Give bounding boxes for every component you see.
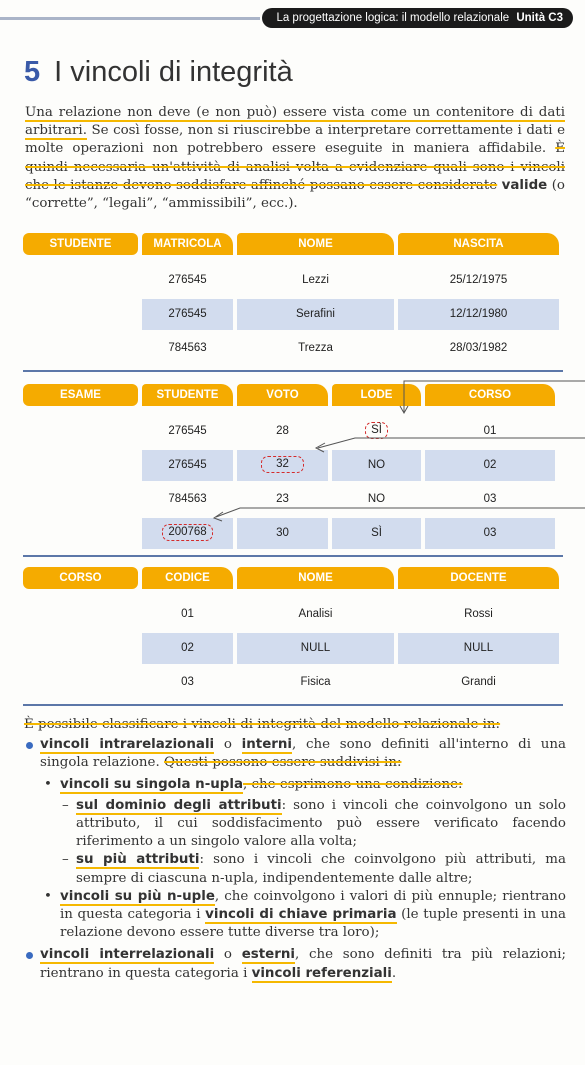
term-intrarelazionali: vincoli intrarelazionali [40,737,215,753]
inter-text: , che sono definiti tra più relazioni; rientrano in questa categoria i [40,947,566,981]
table-name: ESAME [23,384,138,406]
table-cell: 276545 [168,425,207,437]
table-cell: 276545 [142,299,233,330]
list-item-interrelazionali [24,946,566,982]
table-cell: 28 [276,425,289,437]
piu-nuple-text: , che coinvolgono i valori di più ennuple; rientrano in questa categoria i [60,888,566,923]
table-cell: 03 [181,676,194,688]
table-cell: 12/12/1980 [398,299,559,330]
table-cell: Trezza [298,342,333,354]
table-cell: NO [367,493,386,505]
table-cell: 02 [142,633,233,664]
intro-sentence-4: (o “corrette”, “legali”, “ammissibili”, ecc.). [25,177,565,212]
connector-text: o [214,737,242,753]
column-header: NASCITA [398,233,559,255]
unit-label: Unità C3 [516,12,563,24]
column-header: VOTO [237,384,328,406]
tuple-text: , che esprimono una condizione: [243,776,463,792]
table-cell: 03 [425,518,555,549]
term-esterni: esterni [241,947,295,963]
arrow-to-lode [404,381,585,412]
table-cell: 02 [425,450,555,481]
column-header: NOME [237,233,394,255]
intro-sentence-2: Se così fosse, non si riuscirebbe a interpretare correttamente i dati e molte operazioni non potrebbero essere eseguite in maniera affidabile. [25,123,565,157]
table-bottom-rule [23,704,563,706]
table-cell: 01 [483,425,497,437]
table-cell: 23 [276,493,289,505]
table-cell: 784563 [168,493,207,505]
column-header: CODICE [142,567,233,589]
term-referenziali: vincoli referenziali [251,965,392,981]
arrow-to-voto [318,438,585,448]
term-interni: interni [241,737,293,753]
dominio-text: : sono i vincoli che coinvolgono un solo attributo, il cui soddisfacimento può essere verificato facendo riferimento a un singolo valore alla volta; [76,797,566,850]
intro-sentence-3: È quindi necessaria un'attività di analisi volta a evidenziare quali sono i vincoli che le istanze devono soddisfare affinché possano essere considerate [25,141,565,193]
table-cell: SÌ [332,518,421,549]
intra-text-2: Questi possono essere suddivisi in: [164,755,402,771]
column-header: STUDENTE [142,384,233,406]
column-header: DOCENTE [398,567,559,589]
chiave-primaria-text: (le tuple presenti in una relazione devono essere tutte diverse tra loro); [60,907,566,941]
intro-bold-valide: valide [501,177,548,193]
bullet-dot: • [44,776,52,792]
table-cell: 03 [483,493,497,505]
error-marker: 32 [261,456,304,473]
term-piu-nuple: vincoli su più n-uple [60,888,215,904]
bullet-icon [26,952,33,959]
term-singola-nupla: vincoli su singola n-upla [60,776,243,792]
table-cell: Lezzi [302,274,329,286]
classification-list [24,716,566,983]
error-marker: 200768 [162,524,212,541]
table-cell: Analisi [298,608,333,620]
table-cell: Rossi [464,608,493,620]
table-cell: 784563 [168,342,207,354]
inter-end: . [391,965,397,981]
table-corso [23,567,563,706]
intro-sentence-1: Una relazione non deve (e non può) essere vista come un contenitore di dati arbitrari. [25,105,565,139]
table-header-row [23,567,563,589]
error-marker: SÌ [365,422,388,439]
table-cell: 25/12/1975 [449,274,508,286]
list-item-singola-nupla [38,776,566,794]
table-name: STUDENTE [23,233,138,255]
connector-text: o [214,947,242,963]
list-item-piu-attributi [62,851,566,887]
table-cell: 30 [237,518,328,549]
term-interrelazionali: vincoli interrelazionali [40,947,215,963]
table-cell: 276545 [142,450,233,481]
table-cell: 28/03/1982 [449,342,508,354]
table-row [23,667,563,698]
table-cell: NULL [237,633,394,664]
dash-marker: – [62,797,69,813]
table-cell: Grandi [461,676,496,688]
arrow-to-studente [216,508,585,517]
bullet-icon [26,742,33,749]
bullet-dot: • [44,888,52,904]
dash-marker: – [62,852,69,868]
list-item-dominio [62,797,566,852]
section-number: 5 [24,56,41,88]
column-header: CORSO [425,384,555,406]
intra-text: , che sono definiti all'interno di una singola relazione. [40,737,566,771]
table-cell: Serafini [237,299,394,330]
table-cell: 01 [181,608,194,620]
term-piu-attributi: su più attributi [76,852,200,868]
section-title-text: I vincoli di integrità [54,56,293,88]
column-header: LODE [332,384,421,406]
table-cell: NULL [398,633,559,664]
table-name: CORSO [23,567,138,589]
table-cell: 276545 [168,274,207,286]
term-chiave-primaria: vincoli di chiave primaria [205,907,397,923]
table-cell: NO [332,450,421,481]
piu-attributi-text: : sono i vincoli che coinvolgono più attributi, ma sempre di ciascuna n-upla, indipendentemente dalle altre; [76,852,566,886]
term-dominio: sul dominio degli attributi [76,797,282,813]
list-item-piu-nuple [38,888,566,943]
chapter-title: La progettazione logica: il modello relazionale [276,12,510,24]
table-row [23,599,563,630]
column-header: MATRICOLA [142,233,233,255]
list-item-intrarelazionali [24,736,566,772]
column-header: NOME [237,567,394,589]
classification-intro: È possibile classificare i vincoli di integrità del modello relazionale in: [24,717,501,732]
table-row [23,633,563,664]
table-cell: Fisica [300,676,331,688]
